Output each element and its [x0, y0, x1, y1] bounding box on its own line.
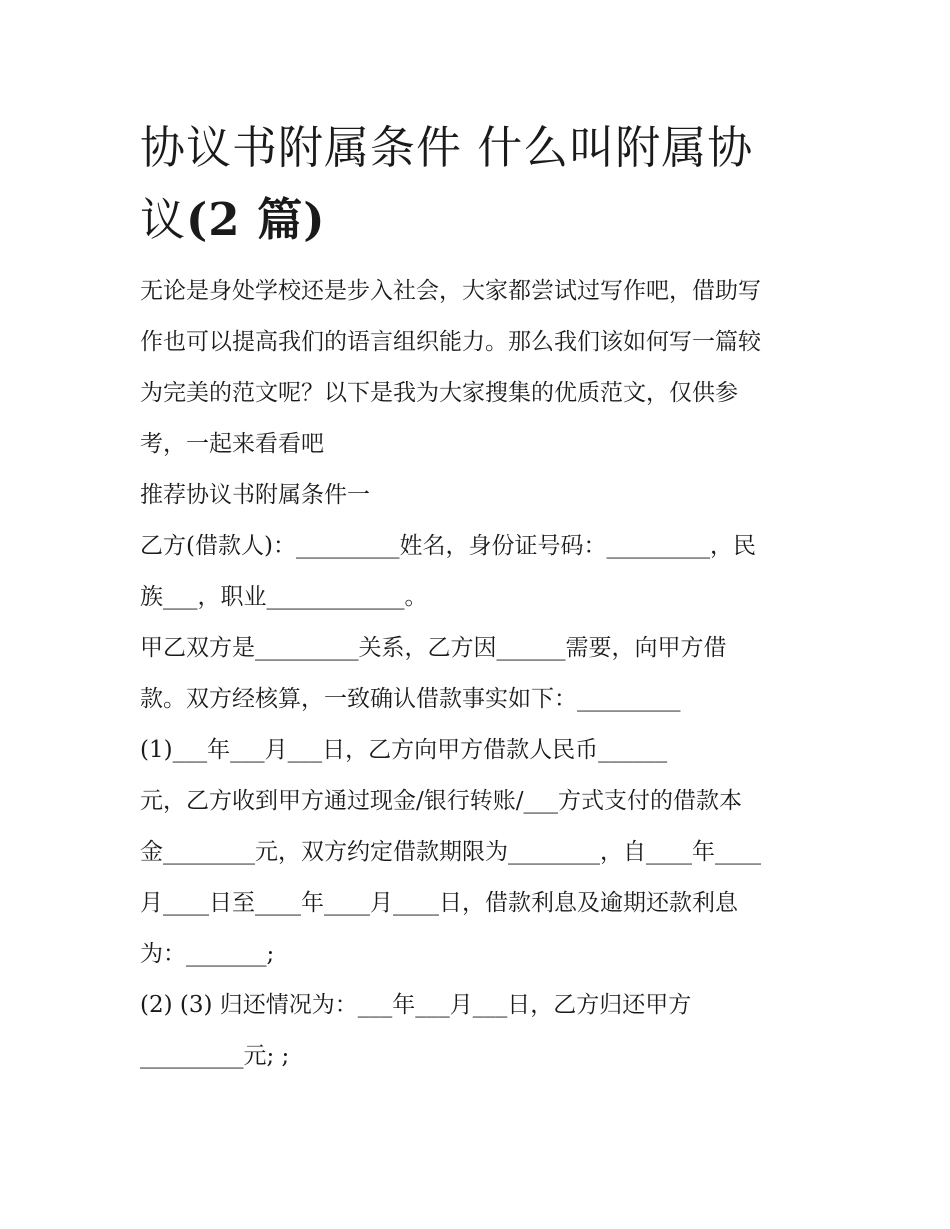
clause-1-line-2: 元，乙方收到甲方通过现金/银行转账/___方式支付的借款本 — [140, 788, 742, 814]
title-line-2-prefix: 议 — [140, 193, 187, 246]
clause-1-line-1: (1)___年___月___日，乙方向甲方借款人民币______ — [140, 737, 668, 763]
clause-1-line-4: 月____日至____年____月____日，借款利息及逾期还款利息 — [140, 890, 738, 916]
intro-line-4: 考，一起来看看吧 — [140, 431, 324, 457]
intro-line-2: 作也可以提高我们的语言组织能力。那么我们该如何写一篇较 — [140, 329, 761, 355]
clause-2-line-2: _________元; ; — [140, 1043, 290, 1069]
relationship-line-1: 甲乙双方是_________关系，乙方因______需要，向甲方借 — [140, 635, 727, 661]
relationship-line-2: 款。双方经核算，一致确认借款事实如下：_________ — [140, 686, 681, 712]
intro-line-3: 为完美的范文呢？以下是我为大家搜集的优质范文，仅供参 — [140, 380, 738, 406]
title-line-1: 协议书附属条件 什么叫附属协 — [140, 121, 754, 174]
clause-1-line-3: 金________元，双方约定借款期限为________，自____年____ — [140, 839, 761, 865]
section-heading: 推荐协议书附属条件一 — [140, 482, 370, 508]
borrower-line-1: 乙方(借款人)：_________姓名，身份证号码：_________，民 — [140, 533, 756, 559]
clause-2-line-1: (2) (3) 归还情况为：___年___月___日，乙方归还甲方 — [140, 992, 692, 1018]
document-body — [140, 266, 820, 1082]
document-page — [140, 112, 820, 1082]
document-title — [140, 112, 820, 256]
title-line-2 — [140, 184, 820, 256]
clause-1-line-5: 为：_______; — [140, 941, 275, 967]
intro-line-1: 无论是身处学校还是步入社会，大家都尝试过写作吧，借助写 — [140, 278, 761, 304]
title-count: (2 篇) — [186, 193, 326, 246]
borrower-line-2: 族___，职业____________。 — [140, 584, 428, 610]
